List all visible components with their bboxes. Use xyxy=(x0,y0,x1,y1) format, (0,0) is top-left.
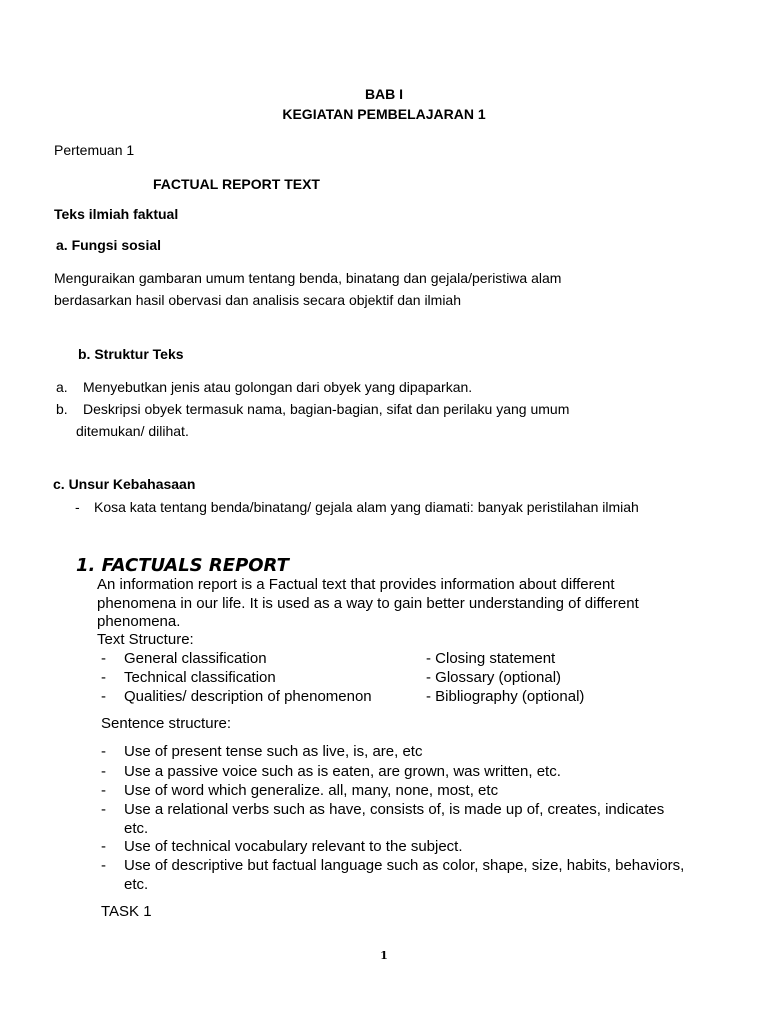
text-structure-label: Text Structure: xyxy=(97,631,194,648)
sentence-item-4-continuation: etc. xyxy=(124,820,149,837)
structure-right-2: - Glossary (optional) xyxy=(426,669,562,686)
intro-line-2: phenomena in our life. It is used as a way to gain better understanding of different xyxy=(97,595,639,612)
sentence-dash: - xyxy=(101,857,106,874)
sentence-structure-label: Sentence structure: xyxy=(101,715,232,732)
fungsi-line-2: berdasarkan hasil obervasi dan analisis secara objektif dan ilmiah xyxy=(54,292,462,308)
sentence-item-6: Use of descriptive but factual language such as color, shape, size, habits, behaviors, xyxy=(124,857,685,874)
section-heading-struktur: b. Struktur Teks xyxy=(78,346,184,362)
intro-line-3: phenomena. xyxy=(97,613,181,630)
structure-dash: - xyxy=(101,650,106,667)
document-title: FACTUAL REPORT TEXT xyxy=(153,176,320,192)
sentence-dash: - xyxy=(101,763,106,780)
sentence-item-6-continuation: etc. xyxy=(124,876,149,893)
sentence-item-2: Use a passive voice such as is eaten, are grown, was written, etc. xyxy=(124,763,561,780)
intro-line-1: An information report is a Factual text that provides information about different xyxy=(97,576,615,593)
fungsi-line-1: Menguraikan gambaran umum tentang benda, binatang dan gejala/peristiwa alam xyxy=(54,270,562,286)
activity-title: KEGIATAN PEMBELAJARAN 1 xyxy=(282,106,486,122)
task-label: TASK 1 xyxy=(101,903,152,920)
meeting-label: Pertemuan 1 xyxy=(54,142,135,158)
sentence-item-1: Use of present tense such as live, is, are, etc xyxy=(124,743,423,760)
struktur-item-a: Menyebutkan jenis atau golongan dari obyek yang dipaparkan. xyxy=(83,379,473,395)
structure-left-1: General classification xyxy=(124,650,267,667)
struktur-marker-b: b. xyxy=(56,401,68,417)
sentence-dash: - xyxy=(101,838,106,855)
sentence-item-4: Use a relational verbs such as have, consists of, is made up of, creates, indicates xyxy=(124,801,665,818)
page-number: 1 xyxy=(380,949,388,962)
structure-left-3: Qualities/ description of phenomenon xyxy=(124,688,372,705)
structure-left-2: Technical classification xyxy=(124,669,276,686)
structure-right-3: - Bibliography (optional) xyxy=(426,688,585,705)
sentence-item-3: Use of word which generalize. all, many, none, most, etc xyxy=(124,782,499,799)
struktur-item-b-continuation: ditemukan/ dilihat. xyxy=(76,423,189,439)
struktur-item-b: Deskripsi obyek termasuk nama, bagian-bagian, sifat dan perilaku yang umum xyxy=(83,401,570,417)
structure-dash: - xyxy=(101,669,106,686)
struktur-marker-a: a. xyxy=(56,379,68,395)
structure-right-1: - Closing statement xyxy=(426,650,556,667)
sentence-dash: - xyxy=(101,801,106,818)
unsur-item-dash: - xyxy=(75,499,80,515)
sentence-dash: - xyxy=(101,743,106,760)
unsur-item: Kosa kata tentang benda/binatang/ gejala alam yang diamati: banyak peristilahan ilmiah xyxy=(94,499,639,515)
sentence-dash: - xyxy=(101,782,106,799)
structure-dash: - xyxy=(101,688,106,705)
sentence-item-5: Use of technical vocabulary relevant to the subject. xyxy=(124,838,463,855)
section-heading-fungsi: a. Fungsi sosial xyxy=(56,237,162,253)
section-heading-unsur: c. Unsur Kebahasaan xyxy=(53,476,196,492)
factual-report-heading: 1. FACTUALS REPORT xyxy=(76,555,289,576)
chapter-label: BAB I xyxy=(364,86,404,102)
subtitle: Teks ilmiah faktual xyxy=(54,206,179,222)
